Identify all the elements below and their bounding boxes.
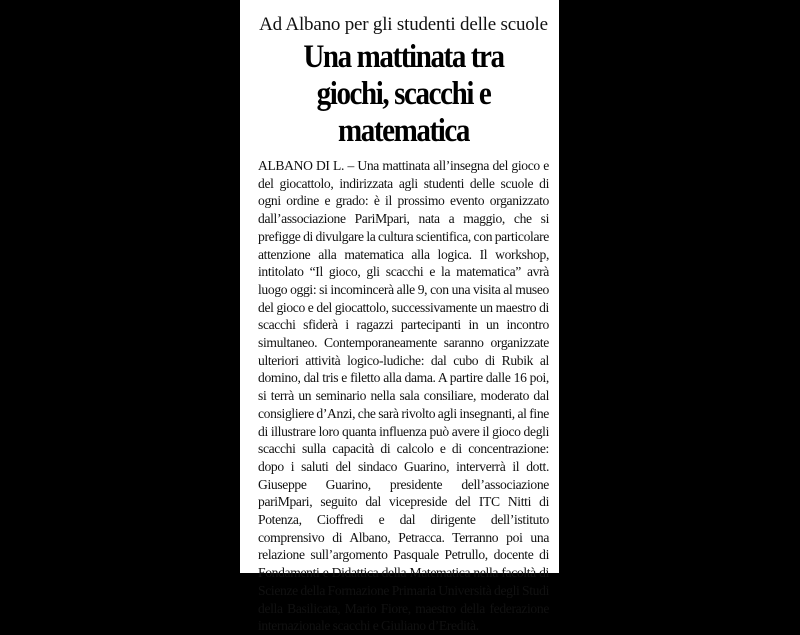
- article-kicker: Ad Albano per gli studenti delle scuole: [259, 14, 548, 35]
- article-headline: Una mattinata tra giochi, scacchi e matematica: [303, 39, 504, 149]
- article-body: ALBANO DI L. – Una mattinata all’insegna del gioco e del giocattolo, indirizzata agli studenti delle scuole di ogni ordine e grado: è il prossimo evento organizzato dall’associazione PariMpari, nata a maggio, che si prefigge di divulgare la cultura scientifica, con particolare attenzione alla matematica alla logica. Il workshop, intitolato “Il gioco, gli scacchi e la matematica” avrà luogo oggi: si incomincerà alle 9, con una visita al museo del gioco e del giocattolo, successivamente un maestro di scacchi sfiderà i ragazzi partecipanti in un incontro simultaneo. Contemporaneamente saranno organizzate ulteriori attività logico-ludiche: dal cubo di Rubik al domino, dal tris e filetto alla dama. A partire dalle 16 poi, si terrà un seminario nella sala consiliare, moderato dal consigliere d’Anzi, che sarà rivolto agli insegnanti, al fine di illustrare loro quanta influenza può avere il gioco degli scacchi sulla capacità di calcolo e di concentrazione: dopo i saluti del sindaco Guarino, interverrà il dott. Giuseppe Guarino, presidente dell’associazione pariMpari, seguito dal vicepreside del ITC Nitti di Potenza, Cioffredi e dal dirigente dell’istituto comprensivo di Albano, Petracca. Terranno poi una relazione sull’argomento Pasquale Petrullo, docente di Fondamenti e Didattica della Matematica nella facoltà di Scienze della Formazione Primaria Università degli Studi della Basilicata, Mario Fiore, maestro della federazione internazionale scacchi e Giuliano d’Eredità.: [258, 158, 549, 634]
- newspaper-clipping: [240, 0, 559, 634]
